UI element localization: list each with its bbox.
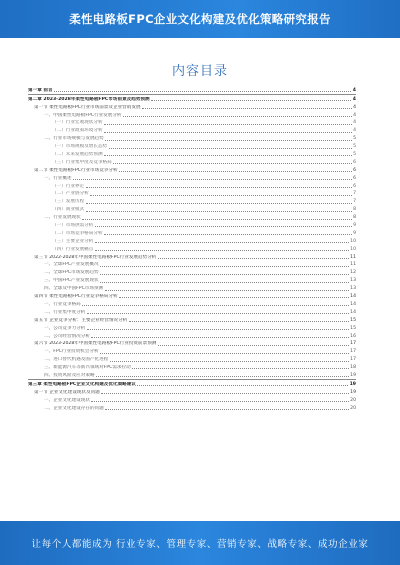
toc-entry[interactable] xyxy=(28,94,356,103)
footer-banner xyxy=(0,521,400,565)
dot-leader xyxy=(100,352,349,354)
dot-leader xyxy=(151,99,351,101)
toc-entry-label: （三）发展历程 xyxy=(52,199,85,205)
toc-entry[interactable] xyxy=(28,404,356,412)
toc-entry[interactable] xyxy=(28,174,356,182)
toc-entry-label: 一、行业竞争格局 xyxy=(44,301,81,307)
dot-leader xyxy=(105,408,348,410)
toc-page-number: 6 xyxy=(353,183,356,189)
toc-entry-label: 第二章 2023-2028年柔性电路板FPC市场前景及趋势预测 xyxy=(28,96,150,102)
dot-leader xyxy=(137,384,348,386)
dot-leader xyxy=(100,281,349,283)
toc-page-number: 17 xyxy=(350,341,356,347)
dot-leader xyxy=(109,147,352,149)
toc-page-number: 13 xyxy=(350,278,356,284)
toc-page-number: 7 xyxy=(353,191,356,197)
toc-page-number: 19 xyxy=(350,389,356,395)
dot-leader xyxy=(95,249,349,251)
toc-entry-label: 第一节 企业文化建设现状及问题 xyxy=(34,389,100,395)
toc-entry-label: 第四节 柔性电路板FPC行业竞争格局分析 xyxy=(34,294,118,300)
toc-entry-label: 二、行业发展现状 xyxy=(44,215,81,221)
toc-entry-label: （二）产业链分析 xyxy=(52,191,89,197)
dot-leader xyxy=(73,178,351,180)
dot-leader xyxy=(96,375,349,377)
toc-page-number: 20 xyxy=(350,397,356,403)
dot-leader xyxy=(104,154,352,156)
toc-entry-label: （二）市场竞争格局分析 xyxy=(52,230,103,236)
toc-entry-label: 四、全球及中国FPC市场预测 xyxy=(44,286,104,292)
toc-entry-label: 第二节 柔性电路板FPC行业市场竞争分析 xyxy=(34,167,118,173)
toc-entry-label: 第五节 企业竞争分析：主要企业经营情况分析 xyxy=(34,317,128,323)
toc-entry-label: （二）未来发展趋势预测 xyxy=(52,152,103,158)
dot-leader xyxy=(82,218,351,220)
toc-heading: 内容目录 xyxy=(171,64,228,79)
dot-leader xyxy=(100,265,349,267)
dot-leader xyxy=(91,336,348,338)
toc-page-number: 9 xyxy=(353,230,356,236)
dot-leader xyxy=(119,170,351,172)
toc-page-number: 14 xyxy=(350,301,356,307)
table-of-contents xyxy=(28,86,356,412)
dot-leader xyxy=(129,320,349,322)
toc-entry[interactable] xyxy=(28,284,356,292)
toc-page-number: 18 xyxy=(350,365,356,371)
toc-entry-label: 二、进口替代机遇及国产化进程 xyxy=(44,357,109,363)
dot-leader xyxy=(113,162,351,164)
toc-entry-label: 三、中国FPC产业发展现状 xyxy=(44,278,99,284)
toc-entry[interactable] xyxy=(28,134,356,142)
toc-page-number: 14 xyxy=(350,294,356,300)
toc-entry[interactable] xyxy=(28,237,356,245)
dot-leader xyxy=(87,312,349,314)
dot-leader xyxy=(100,273,349,275)
dot-leader xyxy=(119,296,349,298)
toc-entry-label: 二、公司经营情况分析 xyxy=(44,333,90,339)
toc-entry-label: 一、FPC行业投资机会分析 xyxy=(44,349,99,355)
dot-leader xyxy=(110,360,349,362)
toc-entry-label: 一、企业文化建设现状 xyxy=(44,397,90,403)
dot-leader xyxy=(142,107,352,109)
toc-entry[interactable] xyxy=(28,261,356,269)
toc-entry-label: （四）行业发展痛点 xyxy=(52,246,94,252)
toc-entry[interactable] xyxy=(28,363,356,371)
toc-entry-label: （一）市场供需分析 xyxy=(52,223,94,229)
dot-leader xyxy=(54,90,351,92)
report-title: 柔性电路板FPC企业文化构建及优化策略研究报告 xyxy=(69,12,331,26)
toc-entry[interactable] xyxy=(28,253,356,261)
toc-page-number: 8 xyxy=(353,215,356,221)
dot-leader xyxy=(86,202,352,204)
dot-leader xyxy=(82,304,348,306)
toc-page-number: 11 xyxy=(350,262,356,268)
dot-leader xyxy=(105,139,351,141)
toc-entry-label: （一）市场规模及增长态势 xyxy=(52,144,108,150)
toc-page-number: 5 xyxy=(353,144,356,150)
toc-entry-label: 三、新能源汽车等新兴领域对FPC需求拉动 xyxy=(44,365,131,371)
toc-entry-label: 一、全球FPC产业发展概况 xyxy=(44,262,99,268)
toc-entry[interactable] xyxy=(28,182,356,190)
toc-entry[interactable] xyxy=(28,308,356,316)
toc-page-number: 11 xyxy=(350,254,356,260)
toc-page-number: 14 xyxy=(350,309,356,315)
toc-entry[interactable] xyxy=(28,355,356,363)
toc-entry-label: 二、企业文化建设存在的问题 xyxy=(44,405,104,411)
toc-entry-label: （一）行业界定 xyxy=(52,183,85,189)
dot-leader xyxy=(95,241,349,243)
toc-entry-label: 一、行业概述 xyxy=(44,175,72,181)
toc-page-number: 4 xyxy=(352,96,356,102)
toc-entry[interactable] xyxy=(28,324,356,332)
toc-entry[interactable] xyxy=(28,379,356,388)
header-banner xyxy=(0,0,400,38)
toc-entry-label: （三）主要企业分析 xyxy=(52,238,94,244)
toc-entry[interactable] xyxy=(28,190,356,198)
toc-page-number: 7 xyxy=(353,199,356,205)
toc-page-number: 10 xyxy=(350,246,356,252)
toc-page-number: 17 xyxy=(350,357,356,363)
toc-page-number: 4 xyxy=(353,112,356,118)
toc-entry[interactable] xyxy=(28,142,356,150)
dot-leader xyxy=(86,210,352,212)
toc-page-number: 5 xyxy=(353,136,356,142)
toc-entry[interactable] xyxy=(28,205,356,213)
toc-entry-label: 二、行业市场规模与发展趋势 xyxy=(44,136,104,142)
dot-leader xyxy=(104,233,352,235)
dot-leader xyxy=(132,367,348,369)
toc-page-number: 9 xyxy=(353,223,356,229)
footer-slogan: 让每个人都能成为 行业专家、管理专家、营销专家、战略专家、成功企业家 xyxy=(31,539,369,550)
dot-leader xyxy=(105,289,349,291)
dot-leader xyxy=(123,115,352,117)
toc-entry-label: 第三节 2022-2028年中国柔性电路板FPC行业发展趋势分析 xyxy=(34,254,157,260)
toc-entry[interactable] xyxy=(28,166,356,174)
toc-entry-label: 第六节 2023-2028年中国柔性电路板FPC行业投资前景预测 xyxy=(34,341,157,347)
toc-page-number: 19 xyxy=(350,372,356,378)
toc-page-number: 15 xyxy=(350,317,356,323)
toc-entry[interactable] xyxy=(28,347,356,355)
dot-leader xyxy=(158,257,349,259)
toc-entry-label: 一、中国柔性电路板FPC行业发展分析 xyxy=(44,112,122,118)
toc-page-number: 20 xyxy=(350,405,356,411)
toc-entry[interactable] xyxy=(28,158,356,166)
toc-entry[interactable] xyxy=(28,245,356,253)
toc-entry[interactable] xyxy=(28,340,356,348)
toc-page-number: 4 xyxy=(352,87,356,93)
toc-page-number: 6 xyxy=(353,167,356,173)
toc-entry[interactable] xyxy=(28,103,356,111)
dot-leader xyxy=(158,344,349,346)
toc-entry[interactable] xyxy=(28,126,356,134)
toc-page-number: 5 xyxy=(353,152,356,158)
toc-entry-label: （一）行业宏观现状分析 xyxy=(52,120,103,126)
toc-entry-label: 第一章 前言 xyxy=(28,87,53,93)
toc-entry[interactable] xyxy=(28,197,356,205)
dot-leader xyxy=(104,131,352,133)
toc-entry[interactable] xyxy=(28,111,356,119)
dot-leader xyxy=(95,225,352,227)
toc-entry[interactable] xyxy=(28,388,356,396)
toc-entry[interactable] xyxy=(28,150,356,158)
toc-page-number: 10 xyxy=(350,238,356,244)
toc-entry[interactable] xyxy=(28,332,356,340)
toc-entry[interactable] xyxy=(28,276,356,284)
toc-page-number: 8 xyxy=(353,207,356,213)
toc-entry[interactable] xyxy=(28,371,356,379)
toc-entry[interactable] xyxy=(28,300,356,308)
toc-entry-label: （四）商业模式 xyxy=(52,207,85,213)
toc-entry[interactable] xyxy=(28,86,356,94)
toc-entry[interactable] xyxy=(28,119,356,127)
toc-entry[interactable] xyxy=(28,396,356,404)
dot-leader xyxy=(87,328,349,330)
toc-page-number: 17 xyxy=(350,349,356,355)
toc-entry-label: 一、公司竞争力分析 xyxy=(44,325,86,331)
toc-page-number: 6 xyxy=(353,175,356,181)
toc-page-number: 16 xyxy=(350,333,356,339)
toc-page-number: 4 xyxy=(353,128,356,134)
toc-entry-label: 第三章 柔性电路板FPC企业文化构建及优化策略建议 xyxy=(28,381,136,387)
toc-entry-label: 二、全球FPC市场发展趋势 xyxy=(44,270,99,276)
dot-leader xyxy=(90,194,351,196)
toc-page-number: 15 xyxy=(350,325,356,331)
toc-entry-label: 第一节 柔性电路板FPC行业市场前景及企业营销发展 xyxy=(34,104,141,110)
toc-entry-label: 四、投资风险及应对策略 xyxy=(44,372,95,378)
toc-entry[interactable] xyxy=(28,229,356,237)
dot-leader xyxy=(91,400,348,402)
dot-leader xyxy=(104,123,352,125)
toc-entry-label: 二、行业集中度分析 xyxy=(44,309,86,315)
toc-entry[interactable] xyxy=(28,316,356,324)
toc-page-number: 6 xyxy=(353,159,356,165)
toc-entry[interactable] xyxy=(28,221,356,229)
toc-page-number: 13 xyxy=(350,286,356,292)
toc-entry[interactable] xyxy=(28,213,356,221)
toc-page-number: 4 xyxy=(353,120,356,126)
toc-entry-label: （二）行业政策环境分析 xyxy=(52,128,103,134)
toc-page-number: 19 xyxy=(349,381,356,387)
dot-leader xyxy=(101,392,348,394)
toc-entry[interactable] xyxy=(28,292,356,300)
toc-entry[interactable] xyxy=(28,268,356,276)
toc-entry-label: （三）行业集中度及竞争格局 xyxy=(52,159,112,165)
toc-page-number: 4 xyxy=(353,104,356,110)
toc-page-number: 12 xyxy=(350,270,356,276)
dot-leader xyxy=(86,186,352,188)
